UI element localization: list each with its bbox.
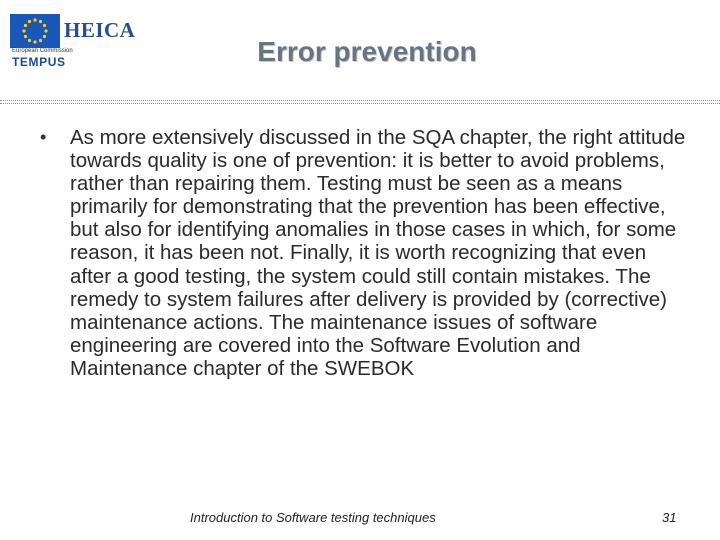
header-divider: [0, 100, 720, 104]
slide-header: [0, 0, 720, 100]
slide-body: [30, 126, 692, 380]
bullet-dot-icon: •: [40, 127, 47, 147]
slide-title: Error prevention: [257, 36, 477, 67]
bullet-item: [30, 126, 692, 380]
page-number: 31: [662, 510, 677, 525]
commission-logo-text: European Commission: [12, 48, 73, 54]
tempus-logo-text: TEMPUS: [12, 55, 66, 69]
bullet-text: As more extensively discussed in the SQA chapter, the right attitude towards quality is one of prevention: it is better to avoid problems, rather than repairing them. Testing must be seen as a means primarily for demonstrating that the prevention has been effective, but also for identifying anomalies in those cases in which, for some reason, it has been not. Finally, it is worth recognizing that even after a good testing, the system could still contain mistakes. The remedy to system failures after delivery is provided by (corrective) maintenance actions. The maintenance issues of software engineering are covered into the Software Evolution and Maintenance chapter of the SWEBOK: [70, 126, 686, 380]
heica-logo-text: HEICA: [64, 18, 136, 42]
slide-footer: [0, 508, 720, 532]
footer-title: Introduction to Software testing techniques: [190, 510, 436, 525]
